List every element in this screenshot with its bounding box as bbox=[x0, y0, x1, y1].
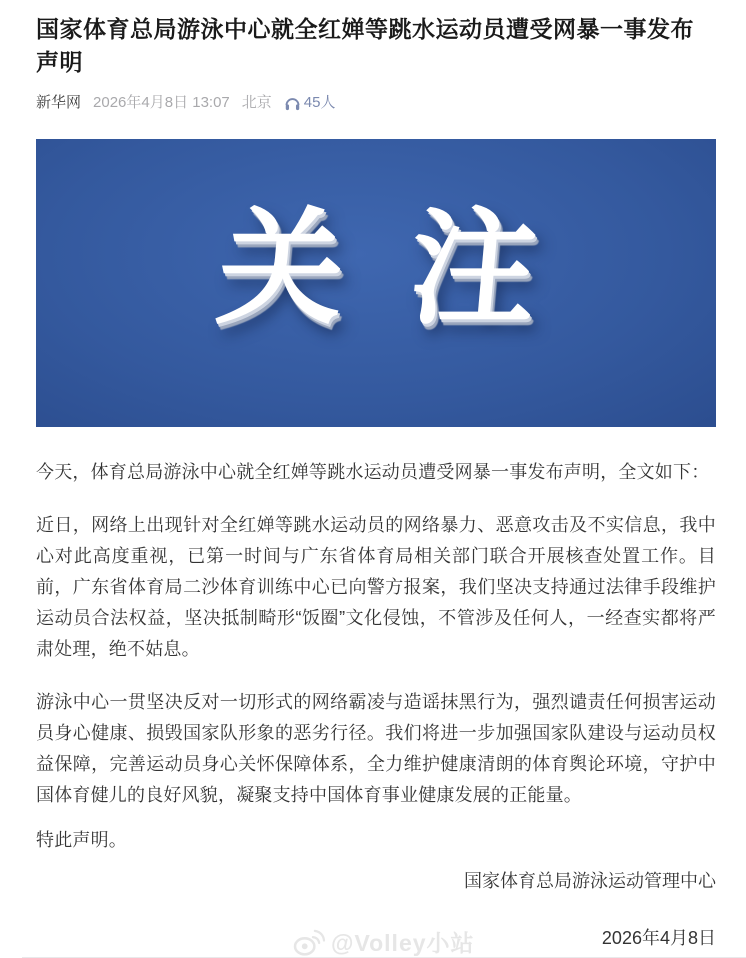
paragraph-intro: 今天，体育总局游泳中心就全红婵等跳水运动员遭受网暴一事发布声明，全文如下： bbox=[36, 462, 710, 482]
banner-headline bbox=[180, 198, 575, 339]
listeners-label: 45人 bbox=[303, 94, 336, 111]
publish-location: 北京 bbox=[241, 94, 272, 111]
listeners-count bbox=[284, 92, 336, 113]
publish-datetime: 2026年4月8日 13:07 bbox=[93, 94, 230, 111]
banner-char-left: 关 bbox=[212, 198, 351, 339]
banner-char-right: 注 bbox=[404, 198, 543, 339]
paragraph-closing: 特此声明。 bbox=[36, 830, 127, 850]
source-link[interactable]: 新华网 bbox=[36, 94, 82, 111]
watermark-text: @Volley小站 bbox=[331, 930, 475, 956]
banner-image bbox=[36, 139, 716, 427]
paragraph-statement-2: 游泳中心一贯坚决反对一切形式的网络霸凌与造谣抹黑行为，强烈谴责任何损害运动员身心健康、损毁国家队形象的恶劣行径。我们将进一步加强国家队建设与运动员权益保障，完善运动员身心关怀保障体系，全力维护健康清朗的体育舆论环境，守护中国体育健儿的良好风貌，凝聚支持中国体育事业健康发展的正能量。 bbox=[36, 692, 716, 805]
bottom-row bbox=[36, 923, 716, 954]
paragraph-statement-1: 近日，网络上出现针对全红婵等跳水运动员的网络暴力、恶意攻击及不实信息，我中心对此高度重视，已第一时间与广东省体育局相关部门联合开展核查处置工作。目前，广东省体育局二沙体育训练中心已向警方报案，我们坚决支持通过法律手段维护运动员合法权益，坚决抵制畸形“饭圈”文化侵蚀，不管涉及任何人，一经查实都将严肃处理，绝不姑息。 bbox=[36, 515, 716, 659]
statement-date: 2026年4月8日 bbox=[601, 928, 716, 948]
article-meta bbox=[36, 92, 716, 113]
signature-org: 国家体育总局游泳运动管理中心 bbox=[464, 871, 716, 891]
headphones-icon bbox=[284, 95, 301, 111]
article-title: 国家体育总局游泳中心就全红婵等跳水运动员遭受网暴一事发布声明 bbox=[36, 16, 694, 75]
